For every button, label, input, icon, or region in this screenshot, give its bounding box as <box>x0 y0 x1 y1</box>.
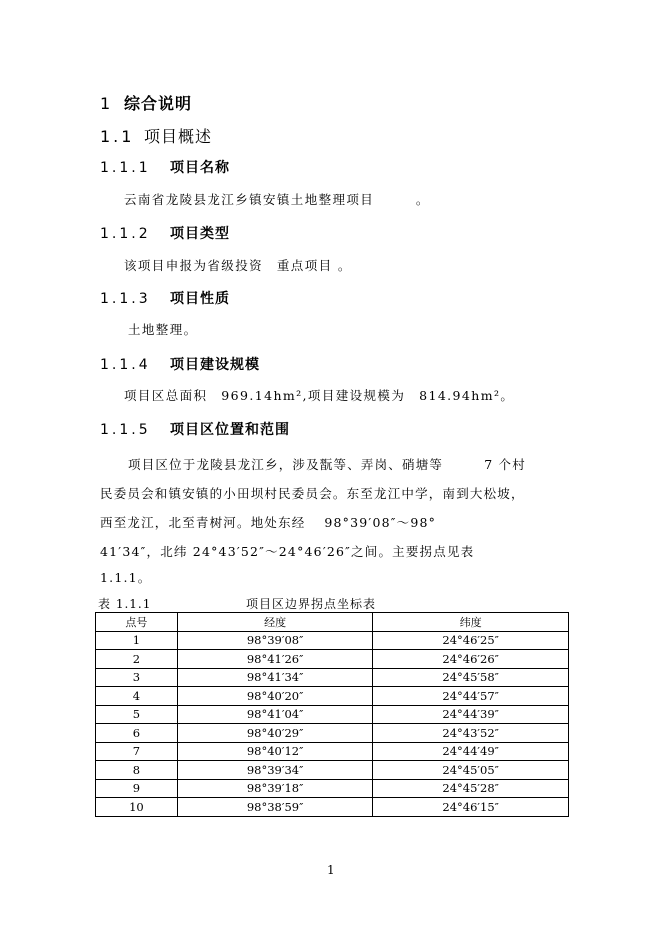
paragraph-line: 41′34″，北纬 24°43′52″～24°46′26″之间。主要拐点见表 <box>100 544 475 559</box>
subsection-heading <box>100 223 230 243</box>
point-number-cell: 6 <box>96 724 178 743</box>
table-row <box>96 742 569 761</box>
point-number-cell: 2 <box>96 650 178 669</box>
subsection-heading <box>100 157 230 177</box>
latitude-cell: 24°45′58″ <box>373 668 569 687</box>
paragraph-line: 1.1.1。 <box>100 570 152 585</box>
project-scale-text: 项目区总面积 969.14hm²,项目建设规模为 814.94hm²。 <box>124 388 515 403</box>
latitude-cell: 24°44′39″ <box>373 705 569 724</box>
point-number-cell: 8 <box>96 761 178 780</box>
point-number-cell: 3 <box>96 668 178 687</box>
point-number-cell: 5 <box>96 705 178 724</box>
project-nature-text: 土地整理。 <box>128 322 198 337</box>
latitude-cell: 24°45′05″ <box>373 761 569 780</box>
longitude-cell: 98°40′29″ <box>177 724 373 743</box>
latitude-cell: 24°44′57″ <box>373 687 569 706</box>
longitude-cell: 98°40′20″ <box>177 687 373 706</box>
subsection-title: 项目建设规模 <box>170 357 260 373</box>
subsection-number: 1.1.3 <box>100 291 151 307</box>
header-latitude: 纬度 <box>373 613 569 632</box>
subsection-title: 项目区位置和范围 <box>170 422 290 438</box>
subsection-number: 1.1.4 <box>100 357 151 373</box>
table-header-row <box>96 613 569 632</box>
longitude-cell: 98°39′08″ <box>177 631 373 650</box>
project-name-text: 云南省龙陵县龙江乡镇安镇土地整理项目 。 <box>124 192 430 207</box>
latitude-cell: 24°45′28″ <box>373 779 569 798</box>
latitude-cell: 24°46′15″ <box>373 798 569 817</box>
subsection-heading <box>100 419 290 439</box>
subsection-heading <box>100 354 260 374</box>
latitude-cell: 24°43′52″ <box>373 724 569 743</box>
table-row <box>96 761 569 780</box>
section-heading <box>100 124 212 147</box>
chapter-title: 综合说明 <box>124 94 193 113</box>
latitude-cell: 24°46′25″ <box>373 631 569 650</box>
paragraph-line: 项目区位于龙陵县龙江乡，涉及翫等、弄岗、硝塘等 7 个村 <box>128 457 526 472</box>
section-number: 1.1 <box>100 127 135 146</box>
header-longitude: 经度 <box>177 613 373 632</box>
table-row <box>96 631 569 650</box>
longitude-cell: 98°41′34″ <box>177 668 373 687</box>
table-row <box>96 687 569 706</box>
table-row <box>96 798 569 817</box>
subsection-title: 项目类型 <box>170 226 230 242</box>
point-number-cell: 7 <box>96 742 178 761</box>
subsection-title: 项目性质 <box>170 291 230 307</box>
longitude-cell: 98°39′34″ <box>177 761 373 780</box>
table-row <box>96 724 569 743</box>
point-number-cell: 4 <box>96 687 178 706</box>
longitude-cell: 98°40′12″ <box>177 742 373 761</box>
project-type-text: 该项目申报为省级投资 重点项目 。 <box>124 258 352 273</box>
table-label: 表 1.1.1 <box>98 597 152 611</box>
header-point-number: 点号 <box>96 613 178 632</box>
point-number-cell: 1 <box>96 631 178 650</box>
point-number-cell: 10 <box>96 798 178 817</box>
chapter-heading <box>100 91 192 114</box>
coordinates-table <box>95 612 569 817</box>
location-paragraph <box>100 455 580 585</box>
table-row <box>96 705 569 724</box>
longitude-cell: 98°38′59″ <box>177 798 373 817</box>
subsection-number: 1.1.5 <box>100 422 151 438</box>
chapter-number: 1 <box>100 94 112 113</box>
paragraph-line: 西至龙江，北至青树河。地处东经 98°39′08″～98° <box>100 515 437 530</box>
paragraph-line: 民委员会和镇安镇的小田坝村民委员会。东至龙江中学，南到大松坡， <box>100 486 525 501</box>
subsection-title: 项目名称 <box>170 160 230 176</box>
point-number-cell: 9 <box>96 779 178 798</box>
table-caption: 项目区边界拐点坐标表 <box>246 597 377 611</box>
table-row <box>96 668 569 687</box>
latitude-cell: 24°46′26″ <box>373 650 569 669</box>
table-row <box>96 650 569 669</box>
longitude-cell: 98°41′26″ <box>177 650 373 669</box>
page-number: 1 <box>327 863 335 877</box>
table-row <box>96 779 569 798</box>
subsection-number: 1.1.2 <box>100 226 151 242</box>
latitude-cell: 24°44′49″ <box>373 742 569 761</box>
subsection-heading <box>100 288 230 308</box>
subsection-number: 1.1.1 <box>100 160 151 176</box>
longitude-cell: 98°41′04″ <box>177 705 373 724</box>
section-title: 项目概述 <box>144 127 213 146</box>
longitude-cell: 98°39′18″ <box>177 779 373 798</box>
